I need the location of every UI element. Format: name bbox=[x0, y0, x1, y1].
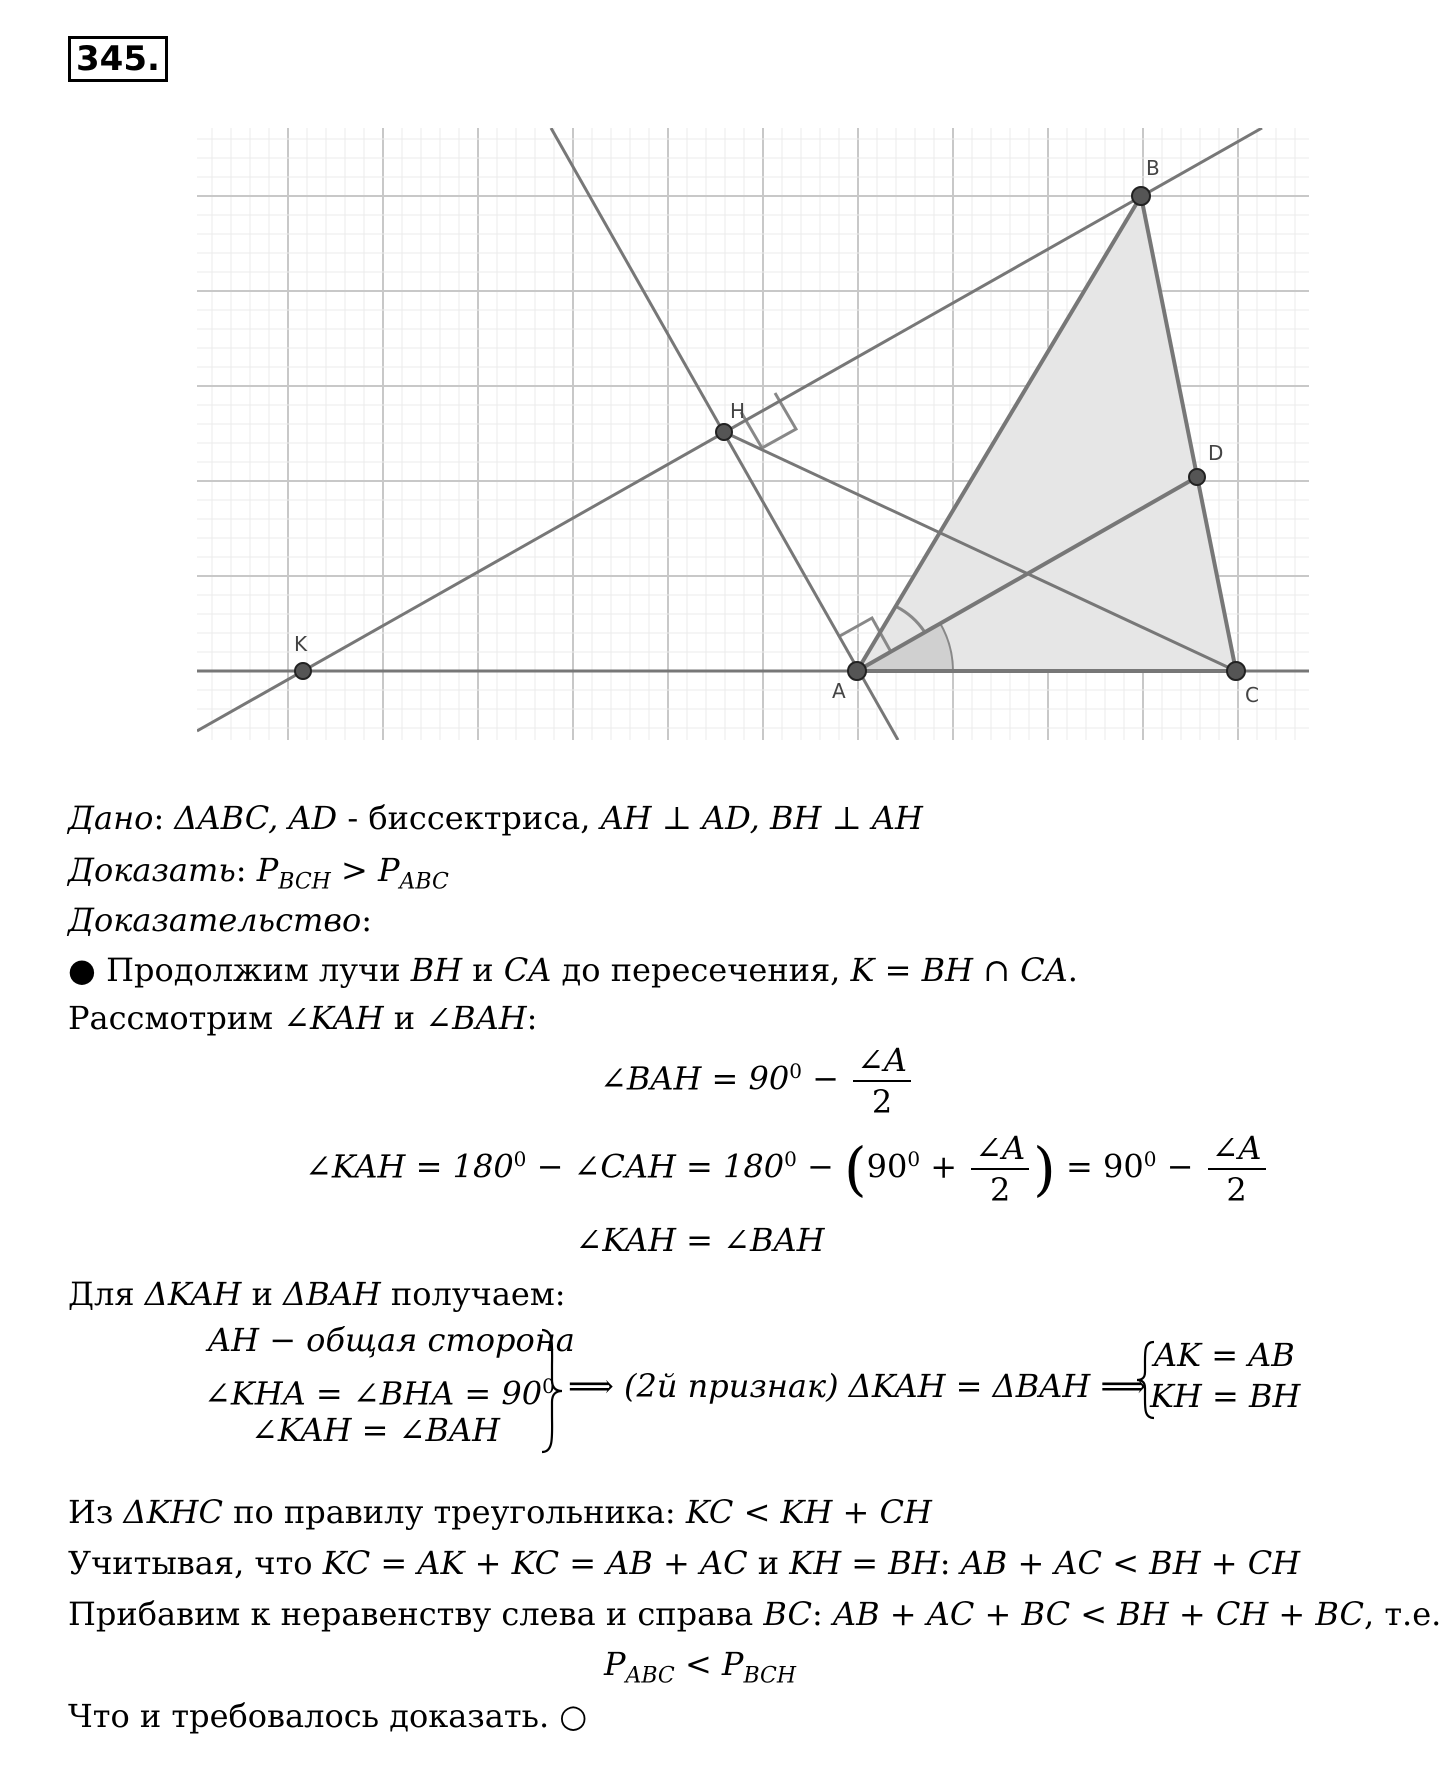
label-k: K bbox=[294, 632, 308, 656]
step2-m1: ∠KAH bbox=[283, 999, 384, 1037]
step4-t1: Из bbox=[68, 1493, 124, 1531]
given-label: Дано bbox=[68, 799, 154, 837]
step1-line bbox=[68, 948, 1078, 992]
eq2-fraction2 bbox=[1208, 1128, 1266, 1210]
step1-m1: BH bbox=[410, 951, 463, 989]
eq1-minus: − bbox=[801, 1059, 850, 1098]
point-a bbox=[848, 662, 866, 680]
step6-m2: AB + AC + BC < BH + CH + BC bbox=[832, 1595, 1364, 1633]
point-k bbox=[295, 663, 311, 679]
given-colon: : bbox=[153, 799, 175, 837]
step4-line bbox=[68, 1490, 932, 1534]
prove-p1: P bbox=[256, 851, 279, 889]
label-d: D bbox=[1208, 441, 1224, 465]
eq2-sup2: 0 bbox=[784, 1146, 797, 1171]
system-line1: AH − общая сторона bbox=[208, 1321, 575, 1359]
eq2-e: + bbox=[920, 1147, 968, 1186]
step6-t3: , т.е. bbox=[1363, 1595, 1441, 1633]
equation-bah bbox=[600, 1040, 915, 1122]
prove-label: Доказать bbox=[68, 851, 236, 889]
point-b bbox=[1132, 187, 1150, 205]
step5-m2: KH = BH bbox=[789, 1544, 940, 1582]
point-h bbox=[716, 424, 732, 440]
step1-t3: до пересечения, bbox=[551, 951, 851, 989]
eq2-g: − bbox=[1156, 1147, 1204, 1186]
step4-t2: по правилу треугольника: bbox=[222, 1493, 686, 1531]
proof-colon: : bbox=[361, 901, 373, 939]
label-c: C bbox=[1245, 683, 1259, 707]
given-bisector-text: - биссектриса, bbox=[337, 799, 601, 837]
step1-t4: . bbox=[1067, 951, 1078, 989]
proof-heading bbox=[68, 898, 372, 942]
final-line: Что и требовалось доказать. ○ bbox=[68, 1697, 588, 1735]
step4-m1: ΔKHC bbox=[123, 1493, 223, 1531]
eq1-lhs: ∠BAH = 90 bbox=[600, 1059, 790, 1098]
step6-t1: Прибавим к неравенству слева и справа bbox=[68, 1595, 764, 1633]
eq2-num1: ∠A bbox=[971, 1128, 1029, 1170]
prove-sub1: BCH bbox=[278, 869, 331, 895]
step5-m1: KC = AK + KC = AB + AC bbox=[322, 1544, 748, 1582]
right-brace bbox=[540, 1328, 564, 1454]
eq2-f: = 90 bbox=[1055, 1147, 1144, 1186]
eq1-num: ∠A bbox=[853, 1040, 911, 1082]
eq2-sup3: 0 bbox=[907, 1146, 921, 1171]
step2-t2: и bbox=[383, 999, 426, 1037]
step6-line bbox=[68, 1592, 1441, 1636]
step1-m2: CA bbox=[503, 951, 552, 989]
eq2-lparen: ( bbox=[844, 1135, 867, 1203]
equation-kah-equals-bah: ∠KAH = ∠BAH bbox=[575, 1221, 825, 1259]
step3-m2: ΔBAH bbox=[283, 1275, 381, 1313]
step2-t1: Рассмотрим bbox=[68, 999, 284, 1037]
eq2-rparen: ) bbox=[1033, 1135, 1056, 1203]
step1-m3: K = BH ∩ CA bbox=[850, 951, 1068, 989]
triangle-abc-fill bbox=[857, 196, 1236, 671]
system-line3: ∠KAH = ∠BAH bbox=[251, 1411, 500, 1449]
equation-kah bbox=[305, 1128, 1270, 1210]
step2-t3: : bbox=[526, 999, 538, 1037]
eq2-den2: 2 bbox=[1226, 1171, 1247, 1209]
step4-m2: KC < KH + CH bbox=[685, 1493, 932, 1531]
point-c bbox=[1227, 662, 1245, 680]
prove-line bbox=[68, 848, 449, 904]
step5-t3: : bbox=[939, 1544, 961, 1582]
step3-t1: Для bbox=[68, 1275, 145, 1313]
label-h: H bbox=[730, 399, 746, 423]
step5-t1: Учитывая, что bbox=[68, 1544, 323, 1582]
conclusion-lt: < bbox=[674, 1645, 722, 1683]
system-result1: AK = AB bbox=[1154, 1336, 1295, 1374]
prove-sub2: ABC bbox=[399, 869, 449, 895]
eq2-sup4: 0 bbox=[1143, 1146, 1157, 1171]
eq2-num2: ∠A bbox=[1208, 1128, 1266, 1170]
eq1-sup: 0 bbox=[789, 1058, 802, 1083]
step3-t2: и bbox=[241, 1275, 284, 1313]
step1-t1: Продолжим лучи bbox=[106, 951, 411, 989]
problem-number: 345. bbox=[68, 36, 168, 82]
system-implies: ⟹ (2й признак) ΔKAH = ΔBAH ⟹ bbox=[568, 1367, 1147, 1405]
step6-t2: : bbox=[812, 1595, 833, 1633]
prove-colon: : bbox=[235, 851, 257, 889]
given-triangle: ΔABC, AD bbox=[174, 799, 338, 837]
prove-gt: > bbox=[330, 851, 378, 889]
eq1-fraction bbox=[853, 1040, 911, 1122]
step5-t2: и bbox=[747, 1544, 790, 1582]
conclusion-p1: P bbox=[603, 1645, 626, 1683]
step3-m1: ΔKAH bbox=[144, 1275, 242, 1313]
given-line bbox=[68, 796, 923, 840]
system-result2: KH = BH bbox=[1150, 1377, 1301, 1415]
step1-t2: и bbox=[462, 951, 504, 989]
step6-m1: BC bbox=[763, 1595, 813, 1633]
given-perpendiculars: AH ⊥ AD, BH ⊥ AH bbox=[600, 799, 923, 837]
eq2-den1: 2 bbox=[990, 1171, 1011, 1209]
geometry-figure bbox=[0, 0, 1400, 760]
step3-t3: получаем: bbox=[380, 1275, 566, 1313]
eq2-c: − bbox=[796, 1147, 844, 1186]
system-line2a: ∠KHA = ∠BHA = 90 bbox=[204, 1374, 543, 1413]
step2-line bbox=[68, 996, 537, 1040]
system-line2sup: 0 bbox=[542, 1374, 555, 1398]
step5-line bbox=[68, 1541, 1300, 1585]
step3-line bbox=[68, 1272, 566, 1316]
eq2-fraction1 bbox=[971, 1128, 1029, 1210]
prove-p2: P bbox=[378, 851, 400, 889]
label-b: B bbox=[1146, 156, 1160, 180]
step5-m3: AB + AC < BH + CH bbox=[960, 1544, 1301, 1582]
eq2-sup1: 0 bbox=[513, 1146, 527, 1171]
point-d bbox=[1189, 469, 1205, 485]
eq1-den: 2 bbox=[871, 1083, 893, 1121]
step2-m2: ∠BAH bbox=[425, 999, 527, 1037]
right-angle-mark-h bbox=[741, 393, 796, 448]
eq2-a: ∠KAH = 180 bbox=[305, 1147, 514, 1186]
conclusion-sub2: BCH bbox=[743, 1663, 797, 1689]
bullet: ● bbox=[68, 951, 107, 989]
conclusion-p2: P bbox=[721, 1645, 744, 1683]
conclusion-sub1: ABC bbox=[625, 1663, 675, 1689]
label-a: A bbox=[832, 679, 846, 703]
eq2-d: 90 bbox=[866, 1147, 908, 1186]
proof-label: Доказательство bbox=[68, 901, 362, 939]
eq2-b: − ∠CAH = 180 bbox=[526, 1147, 785, 1186]
conclusion-inequality bbox=[0, 1642, 1400, 1698]
